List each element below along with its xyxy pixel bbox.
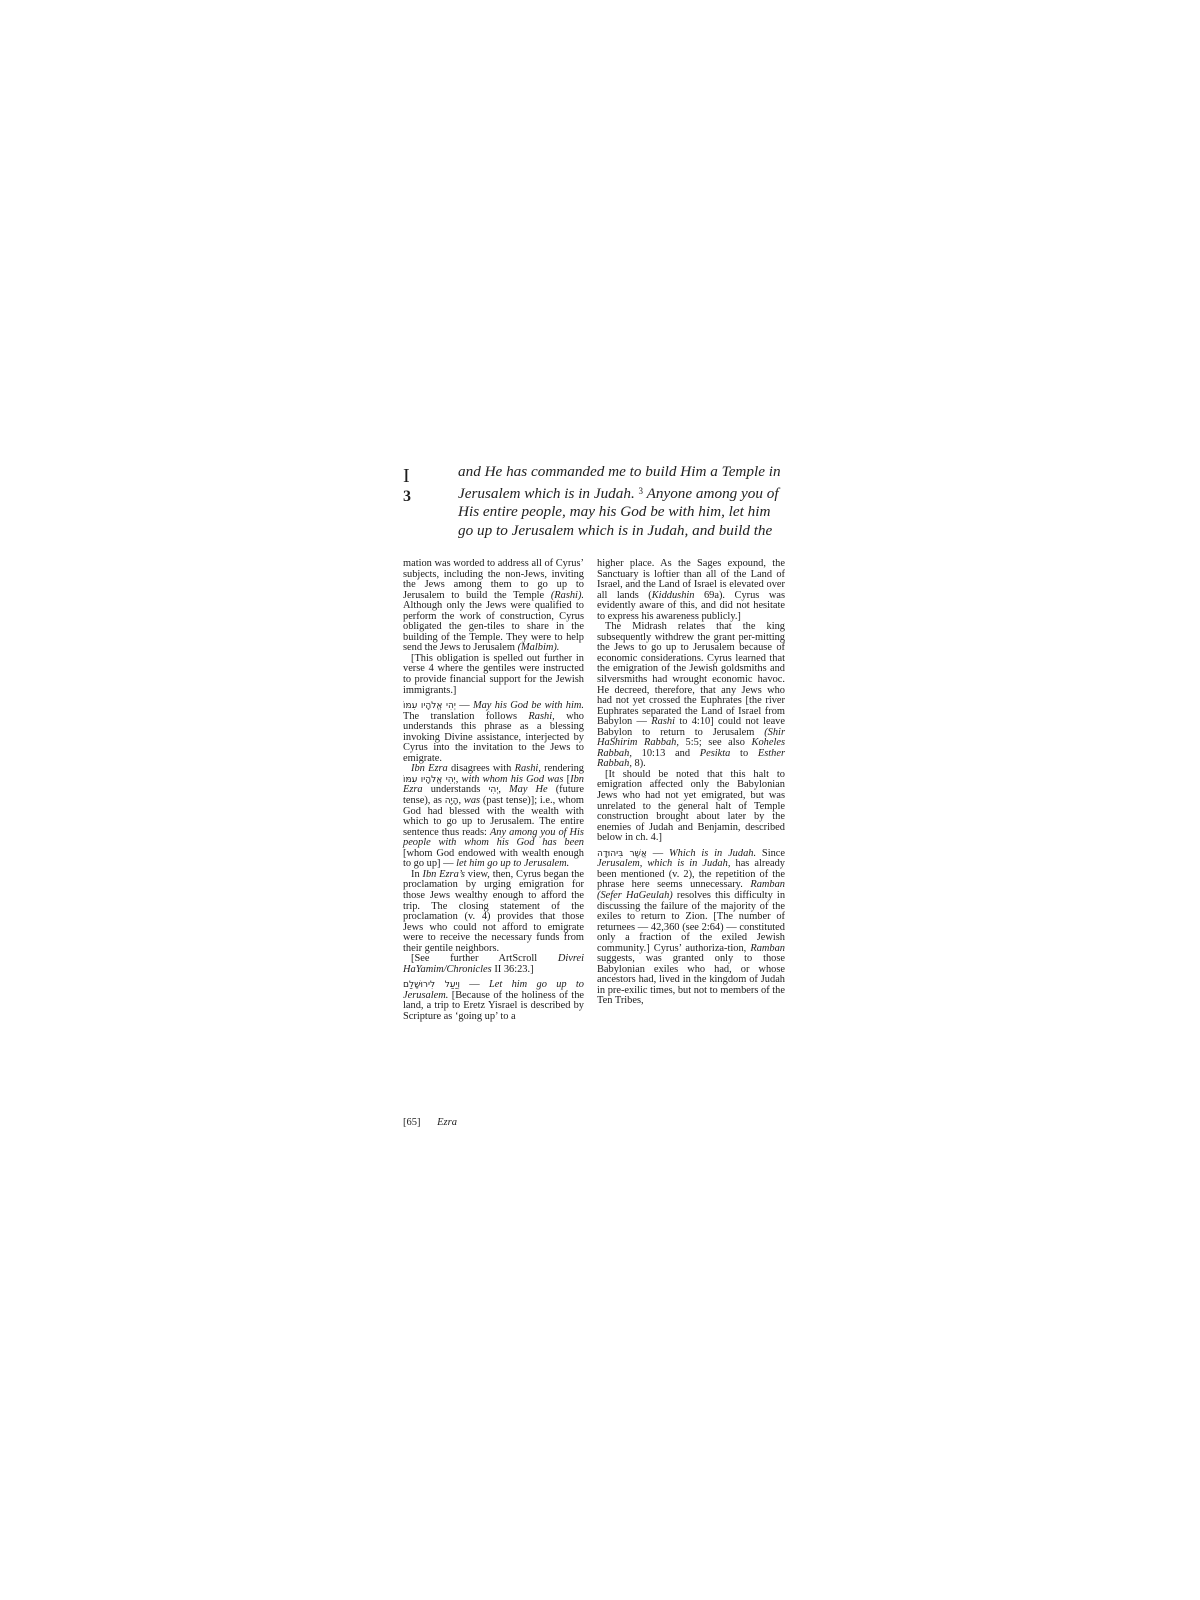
commentary-paragraph: אֲשֶׁר בִּיהוּדָה — Which is in Judah. Since Jerusalem, which is in Judah, has already been mentioned (v. 2), the repetition of the phrase here seems unnecessary. Ramban (Sefer HaGeulah) resolves this difficulty in discussing the failure of the majority of the exiles to return to Zion. [The number of returnees — 42,360 (see 2:64) — constituted only a fraction of the exiled Jewish community.] Cyrus’ authoriza-tion, Ramban suggests, was granted only to those Babylonian exiles who had, or whose ancestors had, lived in the kingdom of Judah in pre-exilic times, but not to members of the Ten Tribes,	[597, 847, 786, 1007]
commentary-paragraph: Ibn Ezra disagrees with Rashi, rendering יְהִי אֱלֹהָיו עִמּוֹ, with whom his God was [Ibn Ezra understands יְהִי, May He (future tense), as הָיָה, was (past tense)]; i.e., whom God had blessed with the wealth with which to go up to Jerusalem. The entire sentence thus reads: Any among you of His people with whom his God has been [whom God endowed with wealth enough to go up] — let him go up to Jerusalem.	[403, 763, 585, 870]
commentary-left-column	[403, 559, 584, 1023]
commentary-paragraph: higher place. As the Sages expound, the Sanctuary is loftier than all of the Land of Israel, and the Land of Israel is elevated over all lands (Kiddushin 69a). Cyrus was evidently aware of this, and did not hesitate to express his awareness publicly.]	[597, 558, 785, 622]
verse-number: 3	[403, 488, 411, 505]
page-number: [65]	[403, 1117, 421, 1128]
chapter-number: I	[403, 465, 410, 487]
verse-translation	[458, 463, 788, 540]
commentary-paragraph: The Midrash relates that the king subsequently withdrew the grant per-mitting the Jews to go up to Jerusalem because of economic considerations. Cyrus learned that the emigration of the Jewish goldsmiths and silversmiths had wrought economic havoc. He decreed, therefore, that any Jews who had not yet crossed the Euphrates [the river Euphrates separated the Land of Israel from Babylon — Rashi to 4:10] could not leave Babylon to return to Jerusalem (Shir HaShirim Rabbah, 5:5; see also Koheles Rabbah, 10:13 and Pesikta to Esther Rabbah, 8).	[597, 621, 785, 770]
inline-verse-marker: 3	[638, 485, 644, 496]
page-footer	[403, 1117, 457, 1128]
verse-line-4: go up to Jerusalem which is in Judah, and build the	[458, 521, 773, 539]
verse-line-2-end: Anyone among you of	[646, 484, 779, 502]
commentary-right-column	[597, 559, 785, 1007]
verse-line-2	[458, 482, 788, 504]
verse-line-3: His entire people, may his God be with him, let him	[458, 503, 771, 521]
book-title: Ezra	[437, 1117, 457, 1128]
commentary-paragraph: [See further ArtScroll Divrei HaYamim/Chronicles II 36:23.]	[403, 953, 584, 975]
commentary-paragraph: [It should be noted that this halt to emigration affected only the Babylonian Jews who had not yet emigrated, but was unrelated to the general halt of Temple construction brought about later by the enemies of Judah and Benjamin, described below in ch. 4.]	[597, 768, 785, 844]
commentary-paragraph: יְהִי אֱלֹהָיו עִמּוֹ — May his God be with him. The translation follows Rashi, who understands this phrase as a blessing invoking Divine assistance, interjected by Cyrus into the invitation to the Jews to emigrate.	[403, 700, 584, 764]
commentary-paragraph: וְיַעַל לִירוּשָׁלִַם — Let him go up to Jerusalem. [Because of the holiness of the land, a trip to Eretz Yisrael is described by Scripture as ‘going up’ to a	[403, 979, 584, 1022]
chapter-verse-marker	[403, 466, 423, 506]
commentary-paragraph: mation was worded to address all of Cyrus’ subjects, including the non-Jews, inviting the Jews among them to go up to Jerusalem to build the Temple (Rashi). Although only the Jews were qualified to perform the work of construction, Cyrus obligated the gen-tiles to share in the building of the Temple. They were to help send the Jews to Jerusalem (Malbim).	[403, 558, 584, 654]
verse-line-1: and He has commanded me to build Him a Temple in	[458, 463, 781, 480]
commentary-paragraph: In Ibn Ezra’s view, then, Cyrus began the proclamation by urging emigration for those Jews wealthy enough to afford the trip. The closing statement of the proclamation (v. 4) provides that those Jews who could not afford to emigrate were to receive the necessary funds from their gentile neighbors.	[403, 868, 584, 954]
commentary-paragraph: [This obligation is spelled out further in verse 4 where the gentiles were instructed to provide financial support for the Jewish immigrants.]	[403, 652, 584, 696]
verse-line-2-start: Jerusalem which is in Judah.	[458, 484, 635, 502]
